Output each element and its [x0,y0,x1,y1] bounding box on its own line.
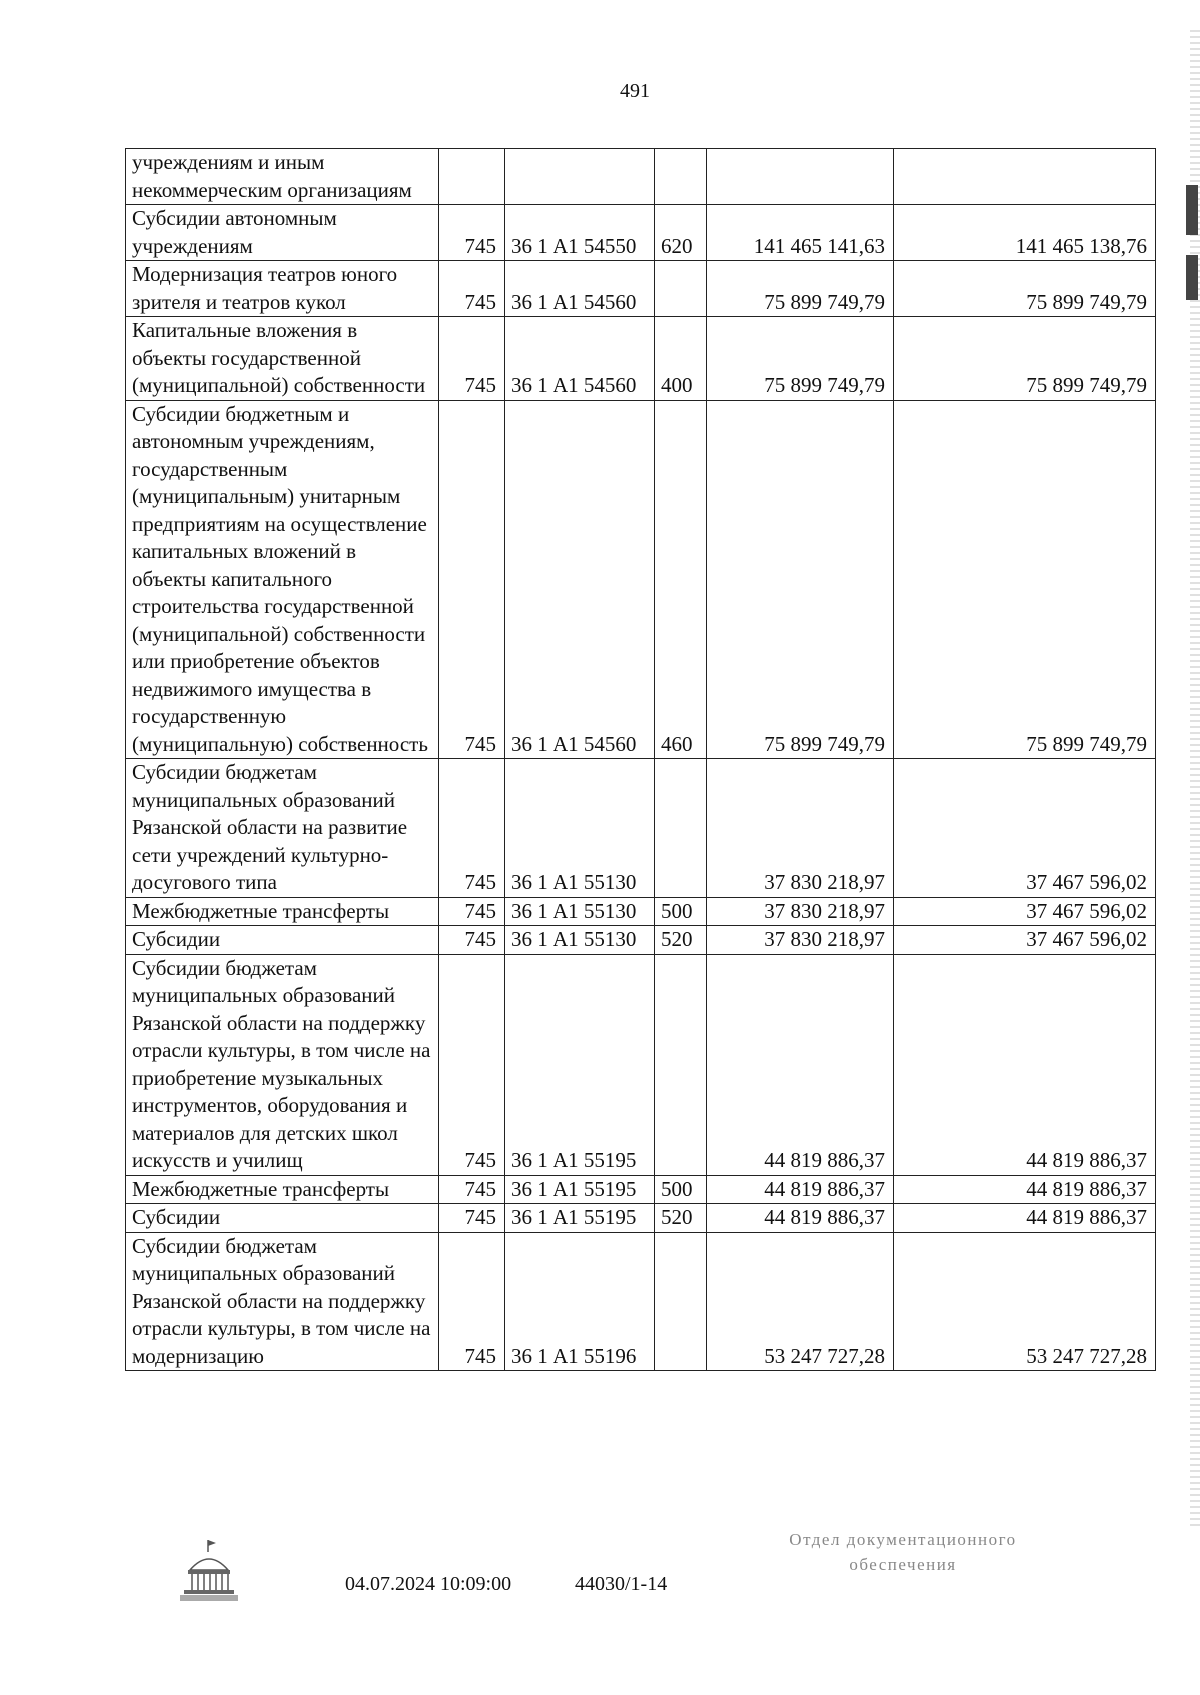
budget-table [125,148,1156,1371]
row-expense-type [655,261,707,317]
row-amount-2: 44 819 886,37 [894,1175,1156,1204]
row-target-code: 36 1 А1 54560 [505,261,655,317]
department-stamp [748,1527,1058,1577]
table-row [126,1232,1156,1371]
row-ministry-code: 745 [439,261,505,317]
row-expense-type [655,1232,707,1371]
scan-mark [1186,255,1198,300]
row-target-code: 36 1 А1 55196 [505,1232,655,1371]
table-row [126,759,1156,898]
row-name: Субсидии автономным учреждениям [126,205,439,261]
row-expense-type: 520 [655,926,707,955]
row-amount-2: 141 465 138,76 [894,205,1156,261]
row-target-code: 36 1 А1 55195 [505,1175,655,1204]
row-amount-2 [894,149,1156,205]
row-amount-2: 37 467 596,02 [894,759,1156,898]
row-target-code [505,149,655,205]
row-amount-2: 75 899 749,79 [894,317,1156,401]
row-amount-1: 37 830 218,97 [707,759,894,898]
row-amount-1: 75 899 749,79 [707,400,894,759]
row-name: Межбюджетные трансферты [126,897,439,926]
row-expense-type: 460 [655,400,707,759]
row-expense-type [655,759,707,898]
row-name: Субсидии бюджетным и автономным учреждениям, государственным (муниципальным) унитарным предприятиям на осуществление капитальных вложений в объекты капитального строительства государственной (муниципальной) собственности или приобретение объектов недвижимого имущества в государственную (муниципальную) собственность [126,400,439,759]
scan-mark [1186,185,1198,235]
building-logo-icon [178,1538,240,1604]
row-amount-1: 44 819 886,37 [707,1175,894,1204]
table-row [126,926,1156,955]
row-amount-2: 53 247 727,28 [894,1232,1156,1371]
page-number: 491 [620,80,650,102]
row-amount-1: 37 830 218,97 [707,897,894,926]
row-target-code: 36 1 А1 55130 [505,926,655,955]
table-row [126,1204,1156,1233]
row-amount-1 [707,149,894,205]
row-expense-type [655,149,707,205]
row-name: Модернизация театров юного зрителя и театров кукол [126,261,439,317]
row-ministry-code: 745 [439,400,505,759]
row-amount-2: 44 819 886,37 [894,954,1156,1175]
row-expense-type: 400 [655,317,707,401]
table-row [126,897,1156,926]
row-target-code: 36 1 А1 54560 [505,317,655,401]
row-expense-type: 500 [655,897,707,926]
row-name: Субсидии [126,1204,439,1233]
row-expense-type: 620 [655,205,707,261]
table-row [126,149,1156,205]
row-expense-type: 520 [655,1204,707,1233]
row-target-code: 36 1 А1 55195 [505,954,655,1175]
row-amount-1: 44 819 886,37 [707,954,894,1175]
row-ministry-code: 745 [439,1204,505,1233]
row-name: учреждениям и иным некоммерческим организациям [126,149,439,205]
row-amount-1: 75 899 749,79 [707,261,894,317]
row-amount-1: 53 247 727,28 [707,1232,894,1371]
table-row [126,317,1156,401]
row-ministry-code: 745 [439,205,505,261]
table-row [126,400,1156,759]
row-target-code: 36 1 А1 55130 [505,759,655,898]
row-ministry-code [439,149,505,205]
table-row [126,261,1156,317]
row-ministry-code: 745 [439,897,505,926]
row-amount-2: 44 819 886,37 [894,1204,1156,1233]
table-row [126,954,1156,1175]
table-row [126,205,1156,261]
row-ministry-code: 745 [439,954,505,1175]
row-ministry-code: 745 [439,1232,505,1371]
row-expense-type: 500 [655,1175,707,1204]
footer-doc-number: 44030/1-14 [575,1573,668,1595]
row-target-code: 36 1 А1 55130 [505,897,655,926]
row-expense-type [655,954,707,1175]
row-ministry-code: 745 [439,926,505,955]
table-row [126,1175,1156,1204]
row-name: Межбюджетные трансферты [126,1175,439,1204]
stamp-line-1: Отдел документационного [789,1530,1017,1549]
row-ministry-code: 745 [439,317,505,401]
row-name: Субсидии бюджетам муниципальных образований Рязанской области на развитие сети учреждений культурно-досугового типа [126,759,439,898]
row-amount-2: 37 467 596,02 [894,897,1156,926]
row-name: Субсидии бюджетам муниципальных образований Рязанской области на поддержку отрасли культуры, в том числе на приобретение музыкальных инструментов, оборудования и материалов для детских школ искусств и училищ [126,954,439,1175]
row-amount-1: 75 899 749,79 [707,317,894,401]
row-amount-2: 75 899 749,79 [894,400,1156,759]
row-name: Субсидии [126,926,439,955]
stamp-line-2: обеспечения [849,1555,957,1574]
row-ministry-code: 745 [439,1175,505,1204]
row-amount-1: 37 830 218,97 [707,926,894,955]
row-amount-2: 75 899 749,79 [894,261,1156,317]
row-target-code: 36 1 А1 55195 [505,1204,655,1233]
footer-datetime: 04.07.2024 10:09:00 [345,1573,512,1595]
row-name: Капитальные вложения в объекты государственной (муниципальной) собственности [126,317,439,401]
row-amount-1: 44 819 886,37 [707,1204,894,1233]
row-target-code: 36 1 А1 54550 [505,205,655,261]
row-ministry-code: 745 [439,759,505,898]
row-amount-1: 141 465 141,63 [707,205,894,261]
row-name: Субсидии бюджетам муниципальных образований Рязанской области на поддержку отрасли культуры, в том числе на модернизацию [126,1232,439,1371]
row-amount-2: 37 467 596,02 [894,926,1156,955]
row-target-code: 36 1 А1 54560 [505,400,655,759]
